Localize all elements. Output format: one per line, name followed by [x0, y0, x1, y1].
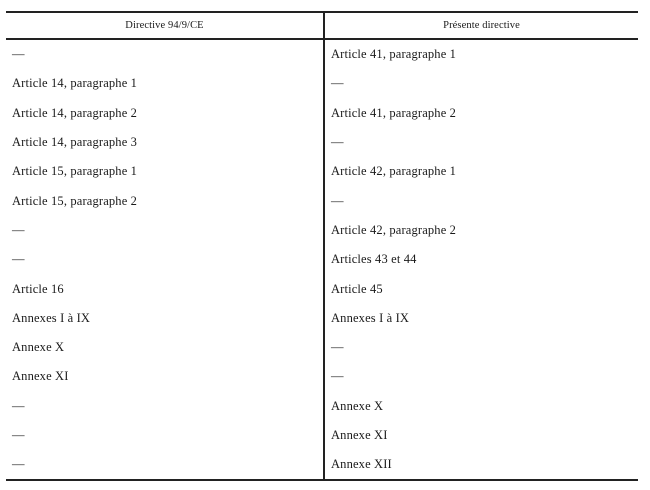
new-directive-cell: Article 41, paragraphe 2: [331, 105, 457, 120]
table-row: [6, 304, 638, 333]
old-directive-cell: —: [6, 39, 324, 69]
new-directive-cell: —: [331, 193, 344, 208]
old-directive-cell: Annexe XI: [6, 362, 324, 391]
table-row: [6, 362, 638, 391]
correlation-table-container: [6, 11, 638, 481]
new-directive-cell: Annexe XII: [324, 450, 638, 480]
table-row: [6, 333, 638, 362]
table-row: [6, 69, 638, 98]
new-directive-cell: Article 42, paragraphe 1: [331, 164, 457, 179]
old-directive-cell: —: [6, 421, 324, 450]
new-directive-cell: Annexe XI: [331, 428, 388, 442]
new-directive-cell: Article 45: [331, 281, 383, 296]
table-body: [6, 39, 638, 480]
old-directive-cell: —: [6, 216, 324, 245]
old-directive-cell: Article 14, paragraphe 3: [6, 128, 324, 157]
column-header-old-directive: Directive 94/9/CE: [6, 12, 324, 39]
new-directive-cell: Articles 43 et 44: [331, 252, 417, 267]
new-directive-cell: Annexes I à IX: [331, 310, 410, 325]
table-row: [6, 39, 638, 69]
new-directive-cell: Article 42, paragraphe 2: [331, 222, 457, 237]
old-directive-cell: Annexes I à IX: [6, 304, 324, 333]
new-directive-cell: —: [331, 369, 344, 384]
new-directive-cell: Article 41, paragraphe 1: [331, 47, 457, 62]
table-row: [6, 392, 638, 421]
old-directive-cell: Article 14, paragraphe 2: [6, 99, 324, 128]
table-row: [6, 186, 638, 215]
new-directive-cell: Annexe X: [331, 398, 384, 413]
old-directive-cell: —: [6, 245, 324, 274]
column-header-new-directive: Présente directive: [324, 12, 638, 39]
new-directive-cell: —: [331, 76, 344, 91]
old-directive-cell: Annexe X: [6, 333, 324, 362]
table-row: [6, 157, 638, 186]
table-header-row: [6, 12, 638, 39]
new-directive-cell: —: [331, 340, 344, 355]
table-row: [6, 450, 638, 480]
old-directive-cell: Article 16: [6, 274, 324, 303]
old-directive-cell: Article 15, paragraphe 2: [6, 186, 324, 215]
old-directive-cell: Article 14, paragraphe 1: [6, 69, 324, 98]
table-row: [6, 245, 638, 274]
new-directive-cell: —: [331, 135, 344, 150]
table-row: [6, 421, 638, 450]
table-row: [6, 274, 638, 303]
table-row: [6, 128, 638, 157]
old-directive-cell: —: [6, 392, 324, 421]
old-directive-cell: —: [6, 450, 324, 480]
table-row: [6, 216, 638, 245]
correlation-table: [6, 11, 638, 481]
table-row: [6, 99, 638, 128]
old-directive-cell: Article 15, paragraphe 1: [6, 157, 324, 186]
